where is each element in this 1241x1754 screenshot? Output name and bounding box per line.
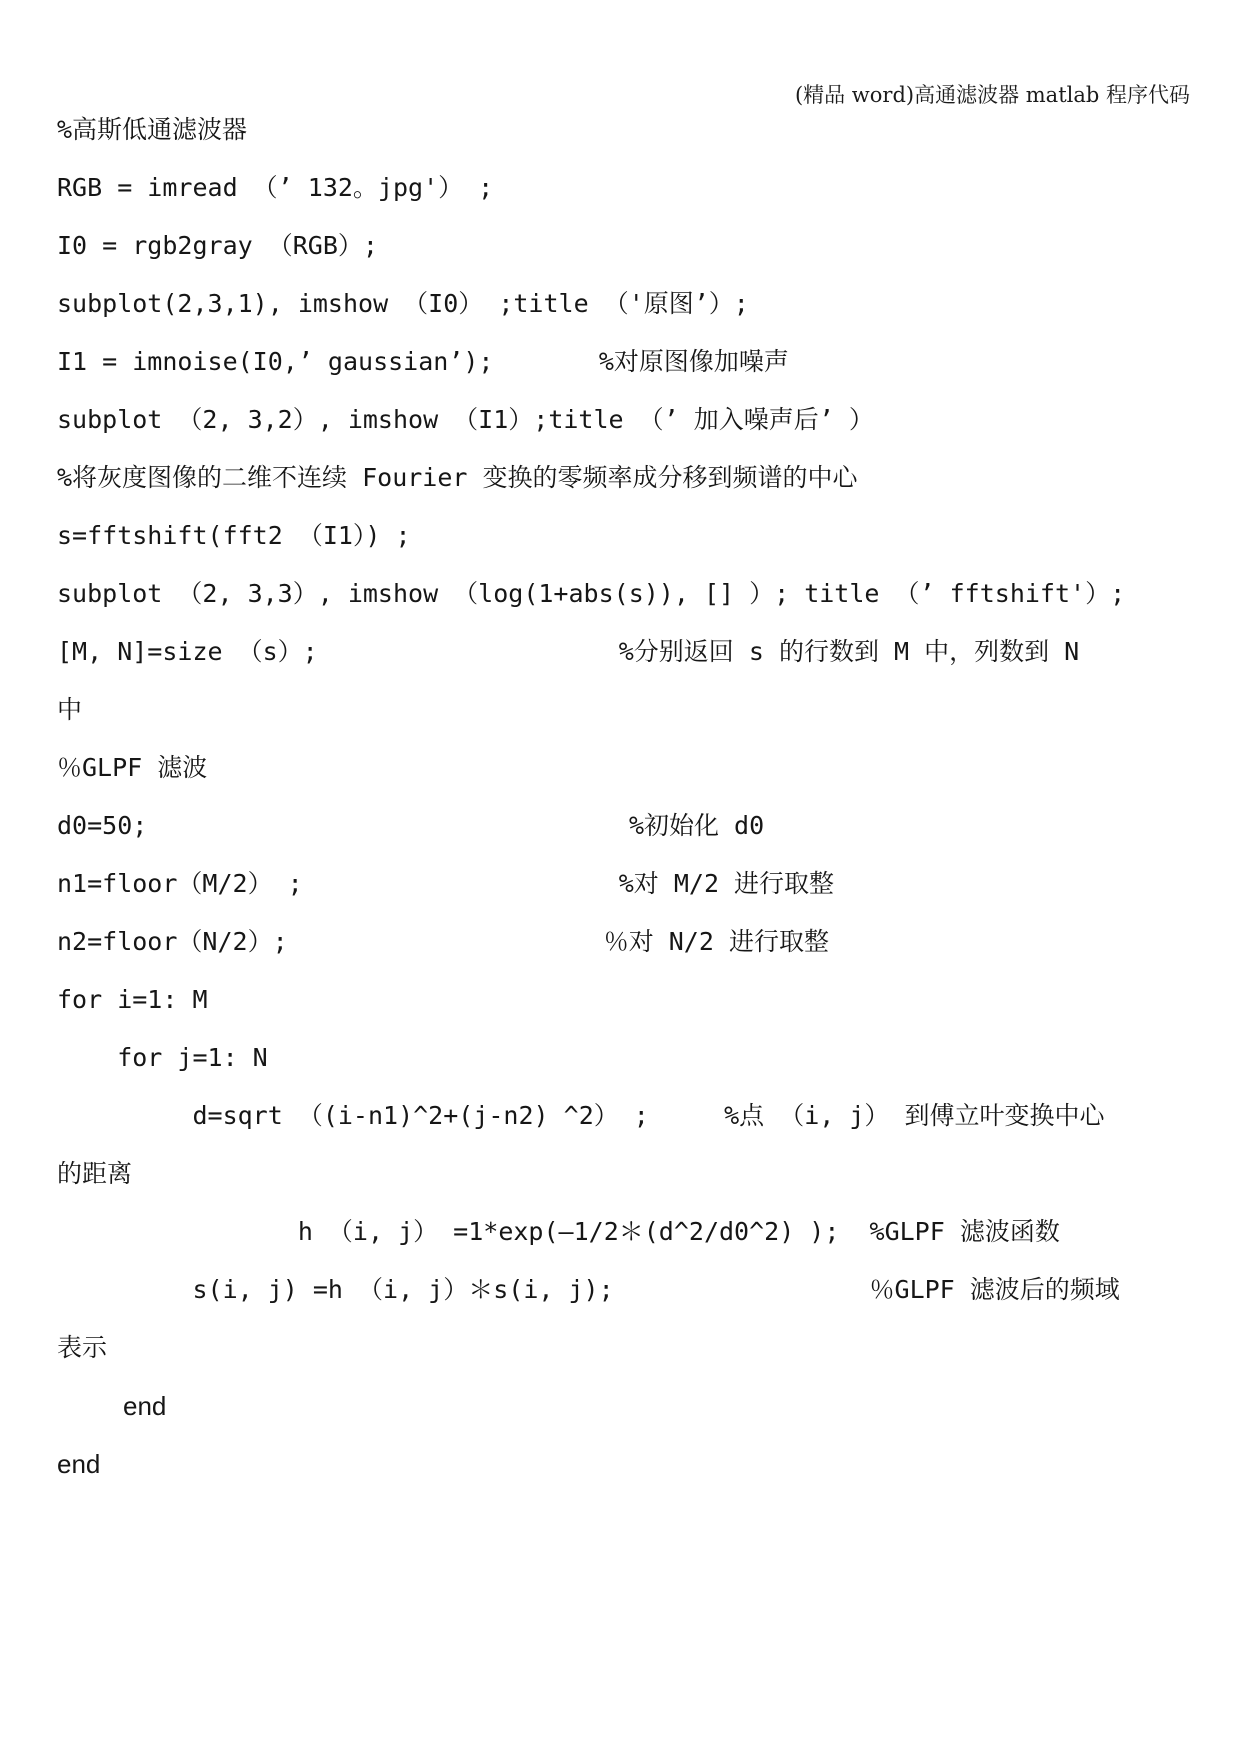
code-line-subplot-2: subplot （2, 3,2）, imshow （I1）;title （’ 加入噪声后’ ）: [57, 405, 874, 434]
code-line-d-sqrt: d=sqrt （(i-n1)^2+(j-n2) ^2） ; %点 （i, j） 到傅立叶变换中心: [57, 1101, 1105, 1130]
code-line-n1-floor: n1=floor（M/2） ; %对 M/2 进行取整: [57, 869, 835, 898]
code-line-for-i: for i=1: M: [57, 985, 208, 1014]
comment-line-fourier: %将灰度图像的二维不连续 Fourier 变换的零频率成分移到频谱的中心: [57, 463, 858, 492]
code-line-end-outer: end: [57, 1449, 101, 1479]
code-line-d0: d0=50; %初始化 d0: [57, 811, 765, 840]
comment-wrap-biaoshi: 表示: [57, 1333, 108, 1362]
code-block: [57, 101, 1231, 1493]
code-line-h-exp: h （i, j） =1*exp(—1/2＊(d^2/d0^2) ); %GLPF 滤波函数: [57, 1217, 1060, 1246]
code-line-n2-floor: n2=floor（N/2）; ％对 N/2 进行取整: [57, 927, 829, 956]
code-line-subplot-3: subplot （2, 3,3）, imshow （log(1+abs(s)), [] ）; title （’ fftshift'）;: [57, 579, 1126, 608]
code-line-fftshift: s=fftshift(fft2 （I1）) ;: [57, 521, 411, 550]
code-line-size: [M, N]=size （s）; %分别返回 s 的行数到 M 中，列数到 N: [57, 637, 1080, 666]
code-line-s-mult: s(i, j) =h （i, j）＊s(i, j); ％GLPF 滤波后的频域: [57, 1275, 1120, 1304]
code-line-subplot-1: subplot(2,3,1), imshow （I0） ;title （'原图’）;: [57, 289, 749, 318]
code-line-imnoise: I1 = imnoise(I0,’ gaussian’); %对原图像加噪声: [57, 347, 789, 376]
comment-wrap-zhong: 中: [57, 695, 83, 724]
code-line-rgb2gray: I0 = rgb2gray （RGB）;: [57, 231, 378, 260]
code-line-end-inner: end: [123, 1391, 167, 1421]
document-header: (精品 word)高通滤波器 matlab 程序代码: [794, 83, 1190, 107]
code-line-imread: RGB = imread （’ 132。jpg'） ;: [57, 173, 494, 202]
comment-line-gaussian-lowpass: %高斯低通滤波器: [57, 115, 248, 144]
code-line-for-j: for j=1: N: [57, 1043, 268, 1072]
comment-wrap-distance: 的距离: [57, 1159, 133, 1188]
comment-line-glpf: ％GLPF 滤波: [57, 753, 208, 782]
